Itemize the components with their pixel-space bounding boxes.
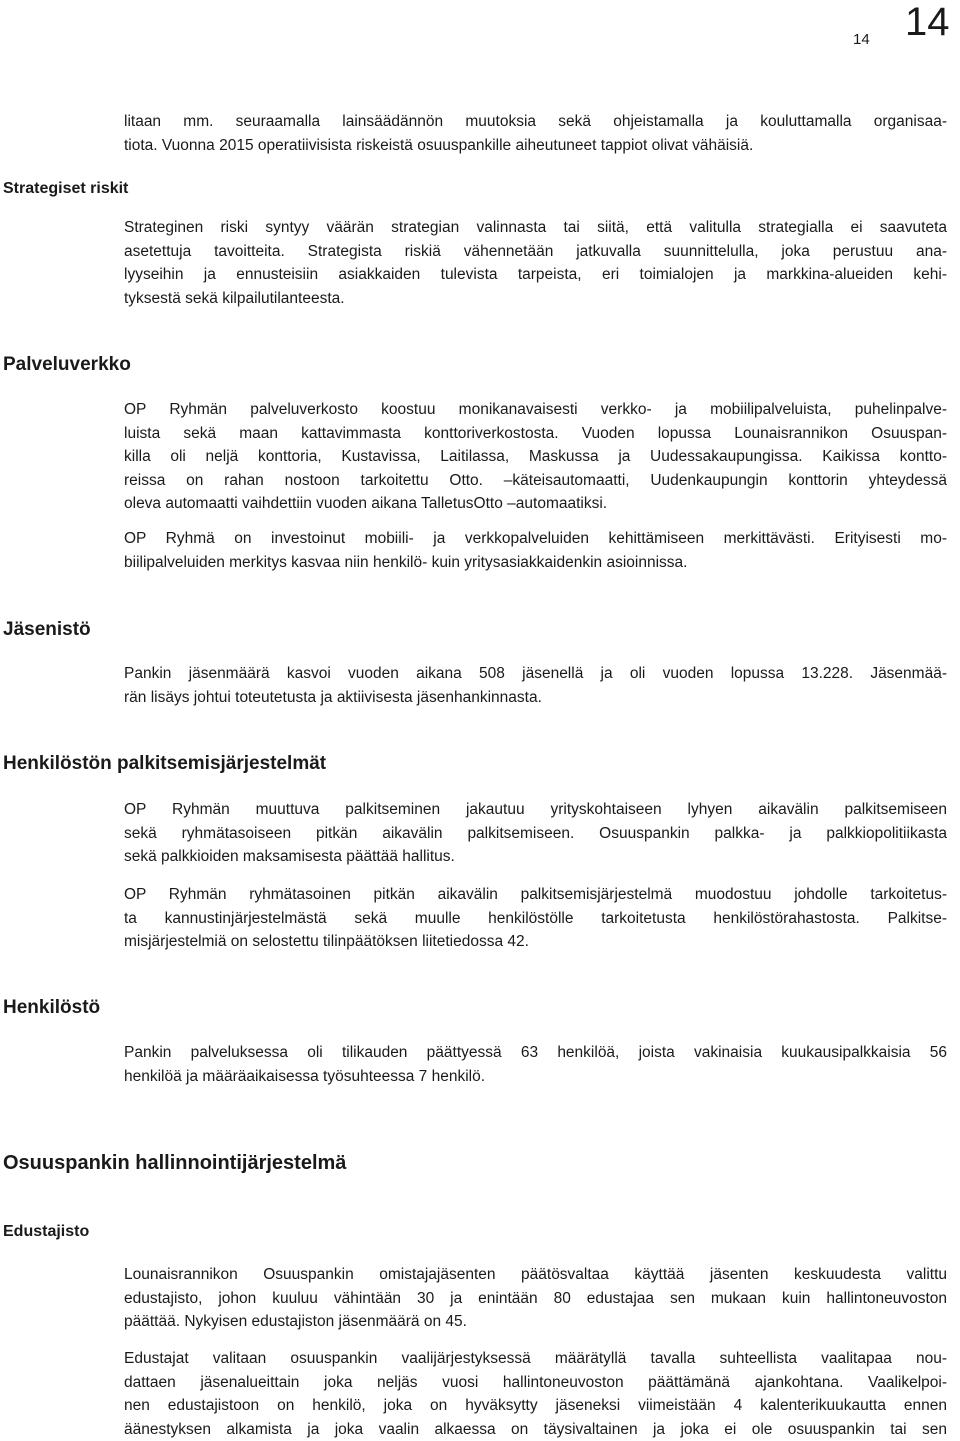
intro-paragraph — [124, 110, 947, 157]
heading-henkilosto: Henkilöstö — [3, 996, 100, 1020]
heading-palkitsemisjarjestelmat: Henkilöstön palkitsemisjärjestelmät — [3, 752, 326, 776]
text-line: OP Ryhmä on investoinut mobiili- ja verkkopalveluiden kehittämiseen merkittävästi. Erityisesti mo- — [124, 527, 947, 551]
text-line: ta kannustinjärjestelmästä sekä muulle henkilöstölle tarkoitetusta henkilöstörahastosta. Palkitse- — [124, 907, 947, 931]
text-line: päättää. Nykyisen edustajiston jäsenmäärä on 45. — [124, 1310, 947, 1334]
text-line: luista sekä maan kattavimmasta konttoriverkostosta. Vuoden lopussa Lounaisrannikon Osuuspan- — [124, 422, 947, 446]
palveluverkko-paragraph-2 — [124, 527, 947, 574]
page-number-large: 14 — [905, 0, 950, 44]
text-line: asetettuja tavoitteita. Strategista riskiä vähennetään jatkuvalla suunnittelulla, joka perustuu ana- — [124, 240, 947, 264]
text-line: dattaen jäsenalueittain joka neljäs vuosi hallintoneuvoston päättämänä ajankohtana. Vaalikelpoi- — [124, 1371, 947, 1395]
text-line: biilipalveluiden merkitys kasvaa niin henkilö- kuin yritysasiakkaidenkin asioinnissa. — [124, 551, 947, 575]
text-line: killa oli neljä konttoria, Kustavissa, Laitilassa, Maskussa ja Uudessakaupungissa. Kaikissa kontto- — [124, 445, 947, 469]
text-line: tyksestä sekä kilpailutilanteesta. — [124, 287, 947, 311]
text-line: edustajisto, johon kuuluu vähintään 30 ja enintään 80 edustajaa sen mukaan kuin hallintoneuvoston — [124, 1287, 947, 1311]
text-line: Pankin palveluksessa oli tilikauden päättyessä 63 henkilöä, joista vakinaisia kuukausipalkkaisia 56 — [124, 1041, 947, 1065]
edustajisto-paragraph-2 — [124, 1347, 947, 1441]
text-line: Edustajat valitaan osuuspankin vaalijärjestyksessä määrätyllä tavalla suhteellista vaalitapaa nou- — [124, 1347, 947, 1371]
heading-strategiset-riskit: Strategiset riskit — [3, 178, 128, 200]
jasenisto-paragraph — [124, 662, 947, 709]
text-line: reissa on rahan nostoon tarkoitettu Otto. –käteisautomaatti, Uudenkaupungin konttorin yhteydessä — [124, 469, 947, 493]
strategiset-riskit-paragraph — [124, 216, 947, 310]
text-line: sekä palkkioiden maksamisesta päättää hallitus. — [124, 845, 947, 869]
palveluverkko-paragraph-1 — [124, 398, 947, 516]
text-line: Lounaisrannikon Osuuspankin omistajajäsenten päätösvaltaa käyttää jäsenten keskuudesta valittu — [124, 1263, 947, 1287]
text-line: Pankin jäsenmäärä kasvoi vuoden aikana 508 jäsenellä ja oli vuoden lopussa 13.228. Jäsenmää- — [124, 662, 947, 686]
text-line: lyyseihin ja ennusteisiin asiakkaiden tulevista tarpeista, eri toimialojen ja markkina-alueiden kehi- — [124, 263, 947, 287]
heading-jasenisto: Jäsenistö — [3, 618, 91, 642]
text-line: OP Ryhmän palveluverkosto koostuu monikanavaisesti verkko- ja mobiilipalveluista, puhelinpalve- — [124, 398, 947, 422]
text-line: oleva automaatti vaihdettiin vuoden aikana TalletusOtto –automaatiksi. — [124, 492, 947, 516]
text-line: litaan mm. seuraamalla lainsäädännön muutoksia sekä ohjeistamalla ja kouluttamalla organisaa- — [124, 110, 947, 134]
henkilosto-paragraph — [124, 1041, 947, 1088]
text-line: tiota. Vuonna 2015 operatiivisista riskeistä osuuspankille aiheutuneet tappiot olivat vähäisiä. — [124, 134, 947, 158]
heading-hallinnointijarjestelma: Osuuspankin hallinnointijärjestelmä — [3, 1150, 346, 1176]
text-line: äänestyksen alkamista ja joka vaalin alkaessa on täysivaltainen ja joka ei ole osuuspankin tai sen — [124, 1418, 947, 1441]
palkitseminen-paragraph-2 — [124, 883, 947, 954]
page-number-small: 14 — [853, 30, 870, 50]
text-line: sekä ryhmätasoiseen pitkän aikavälin palkitsemiseen. Osuuspankin palkka- ja palkkiopolitiikasta — [124, 822, 947, 846]
heading-palveluverkko: Palveluverkko — [3, 353, 131, 377]
text-line: rän lisäys johtui toteutetusta ja aktiivisesta jäsenhankinnasta. — [124, 686, 947, 710]
text-line: misjärjestelmiä on selostettu tilinpäätöksen liitetiedossa 42. — [124, 930, 947, 954]
edustajisto-paragraph-1 — [124, 1263, 947, 1334]
text-line: OP Ryhmän muuttuva palkitseminen jakautuu yrityskohtaiseen lyhyen aikavälin palkitsemiseen — [124, 798, 947, 822]
text-line: nen edustajistoon on henkilö, joka on hyväksytty jäseneksi viimeistään 4 kalenterikuukautta ennen — [124, 1394, 947, 1418]
text-line: OP Ryhmän ryhmätasoinen pitkän aikavälin palkitsemisjärjestelmä muodostuu johdolle tarkoitetus- — [124, 883, 947, 907]
text-line: Strateginen riski syntyy väärän strategian valinnasta tai siitä, että valitulla strategialla ei saavuteta — [124, 216, 947, 240]
heading-edustajisto: Edustajisto — [3, 1221, 89, 1243]
palkitseminen-paragraph-1 — [124, 798, 947, 869]
text-line: henkilöä ja määräaikaisessa työsuhteessa 7 henkilö. — [124, 1065, 947, 1089]
